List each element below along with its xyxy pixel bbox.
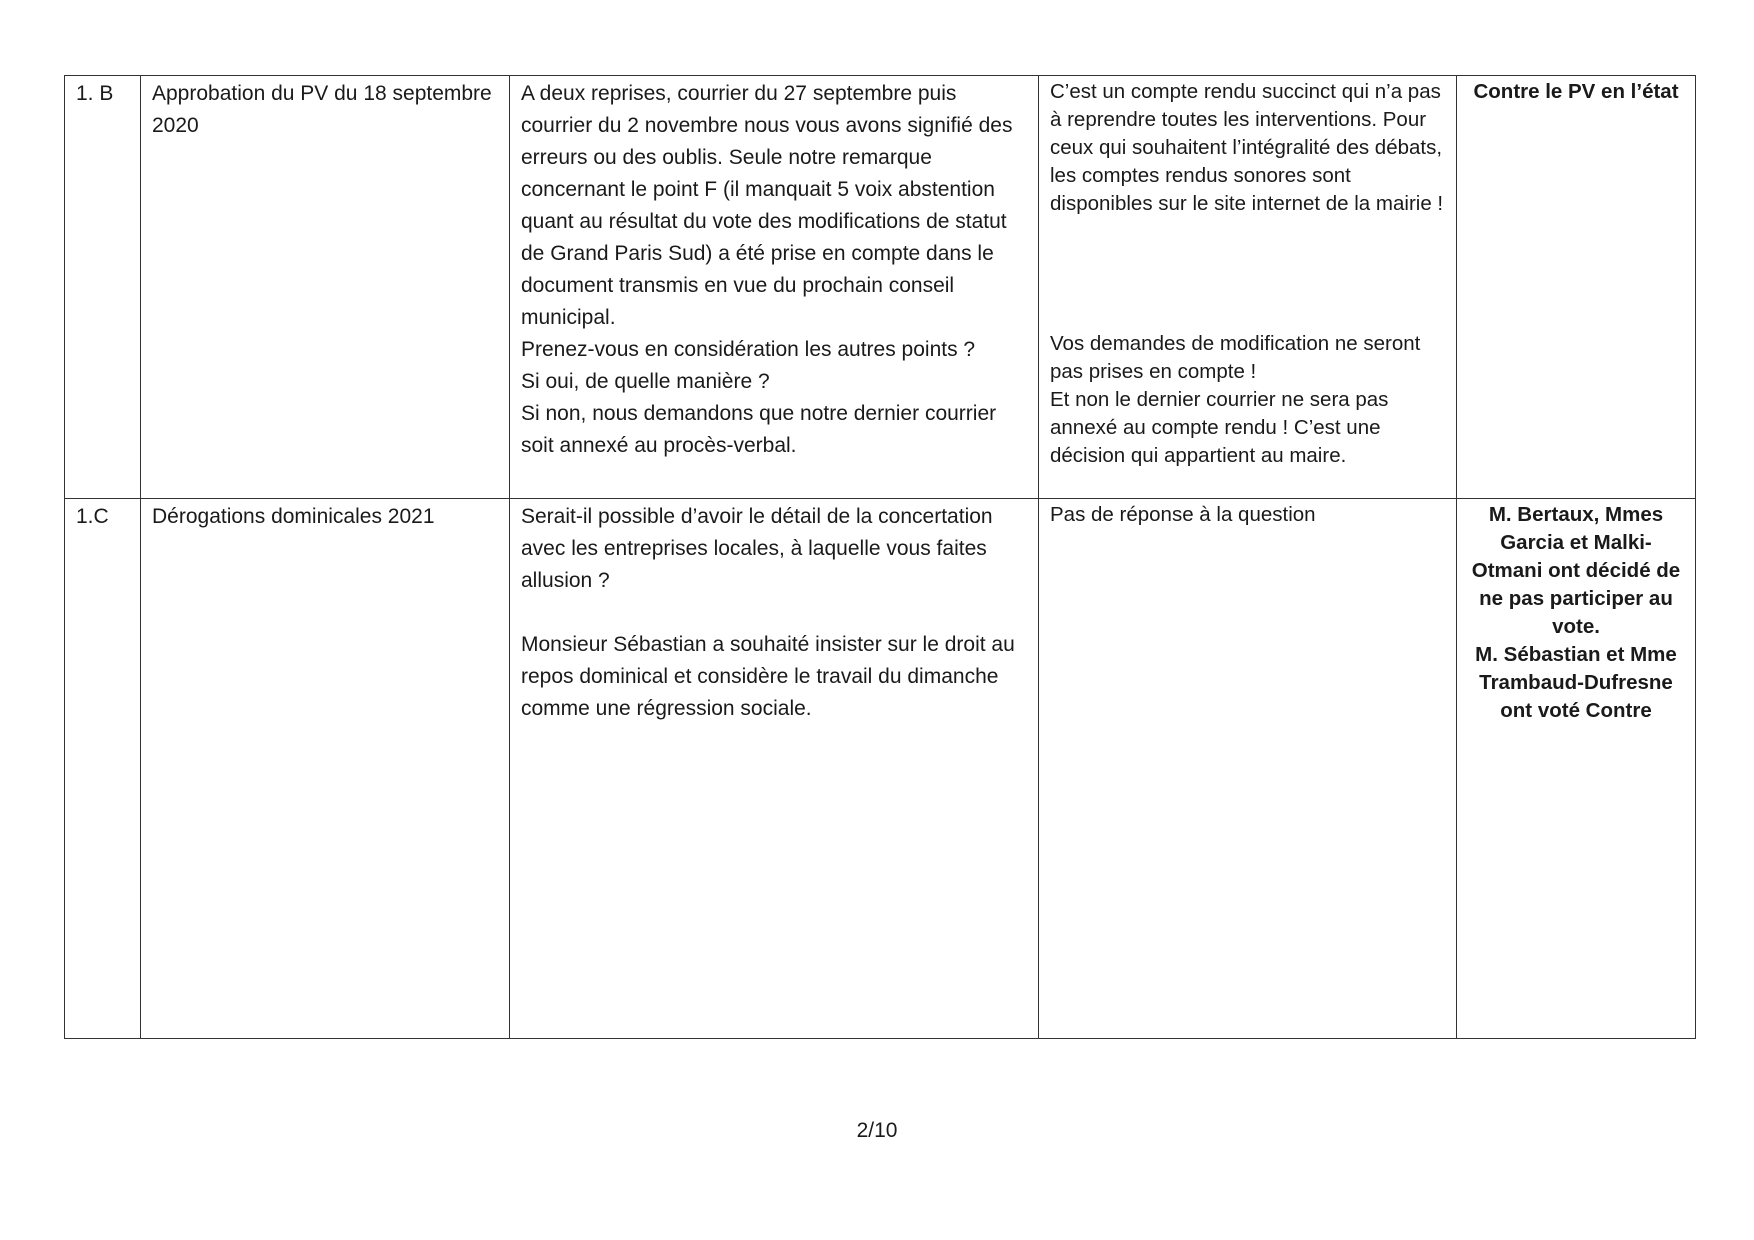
subject-text: Dérogations dominicales 2021 [152, 505, 435, 528]
answer-paragraph: C’est un compte rendu succinct qui n’a pas à reprendre toutes les interventions. Pour ceux qui souhaitent l’intégralité des débats, les comptes rendus sonores sont disponibles sur le site internet de la mairie ! [1050, 80, 1444, 215]
item-number-cell [65, 76, 141, 499]
question-paragraph: Prenez-vous en considération les autres points ? [521, 338, 976, 361]
answer-paragraph: Vos demandes de modification ne seront pas prises en compte ! [1050, 332, 1421, 383]
question-paragraph: Si oui, de quelle manière ? [521, 370, 770, 393]
question-paragraph: Monsieur Sébastian a souhaité insister sur le droit au repos dominical et considère le travail du dimanche comme une régression sociale. [521, 633, 1015, 720]
page-number: 2/10 [856, 1119, 898, 1142]
question-paragraph: Si non, nous demandons que notre dernier courrier soit annexé au procès-verbal. [521, 402, 997, 457]
paragraph-spacer [1050, 218, 1445, 330]
table-row [65, 76, 1696, 499]
question-cell [510, 499, 1039, 1039]
question-paragraph: A deux reprises, courrier du 27 septembre puis courrier du 2 novembre nous vous avons signifié des erreurs ou des oublis. Seule notre remarque concernant le point F (il manquait 5 voix abstention quant au résultat du vote des modifications de statut de Grand Paris Sud) a été prise en compte dans le document transmis en vue du prochain conseil municipal. [521, 82, 1013, 329]
answer-cell [1039, 499, 1457, 1039]
subject-cell [141, 76, 510, 499]
vote-cell [1457, 76, 1696, 499]
answer-paragraph: Et non le dernier courrier ne sera pas annexé au compte rendu ! C’est une décision qui appartient au maire. [1050, 388, 1389, 467]
question-cell [510, 76, 1039, 499]
question-paragraph: Serait-il possible d’avoir le détail de la concertation avec les entreprises locales, à laquelle vous faites allusion ? [521, 505, 993, 592]
subject-cell [141, 499, 510, 1039]
vote-result: M. Bertaux, Mmes Garcia et Malki-Otmani ont décidé de ne pas participer au vote. [1471, 503, 1681, 638]
answer-paragraph: Pas de réponse à la question [1050, 503, 1316, 526]
item-number: 1. B [76, 82, 114, 105]
vote-result: Contre le PV en l’état [1473, 80, 1679, 103]
vote-result: M. Sébastian et Mme Trambaud-Dufresne ont voté Contre [1475, 643, 1677, 722]
subject-text: Approbation du PV du 18 septembre 2020 [152, 82, 492, 137]
paragraph-spacer [521, 597, 1027, 629]
item-number: 1.C [76, 505, 109, 528]
minutes-table [64, 75, 1696, 1039]
answer-cell [1039, 76, 1457, 499]
item-number-cell [65, 499, 141, 1039]
vote-cell [1457, 499, 1696, 1039]
table-row [65, 499, 1696, 1039]
